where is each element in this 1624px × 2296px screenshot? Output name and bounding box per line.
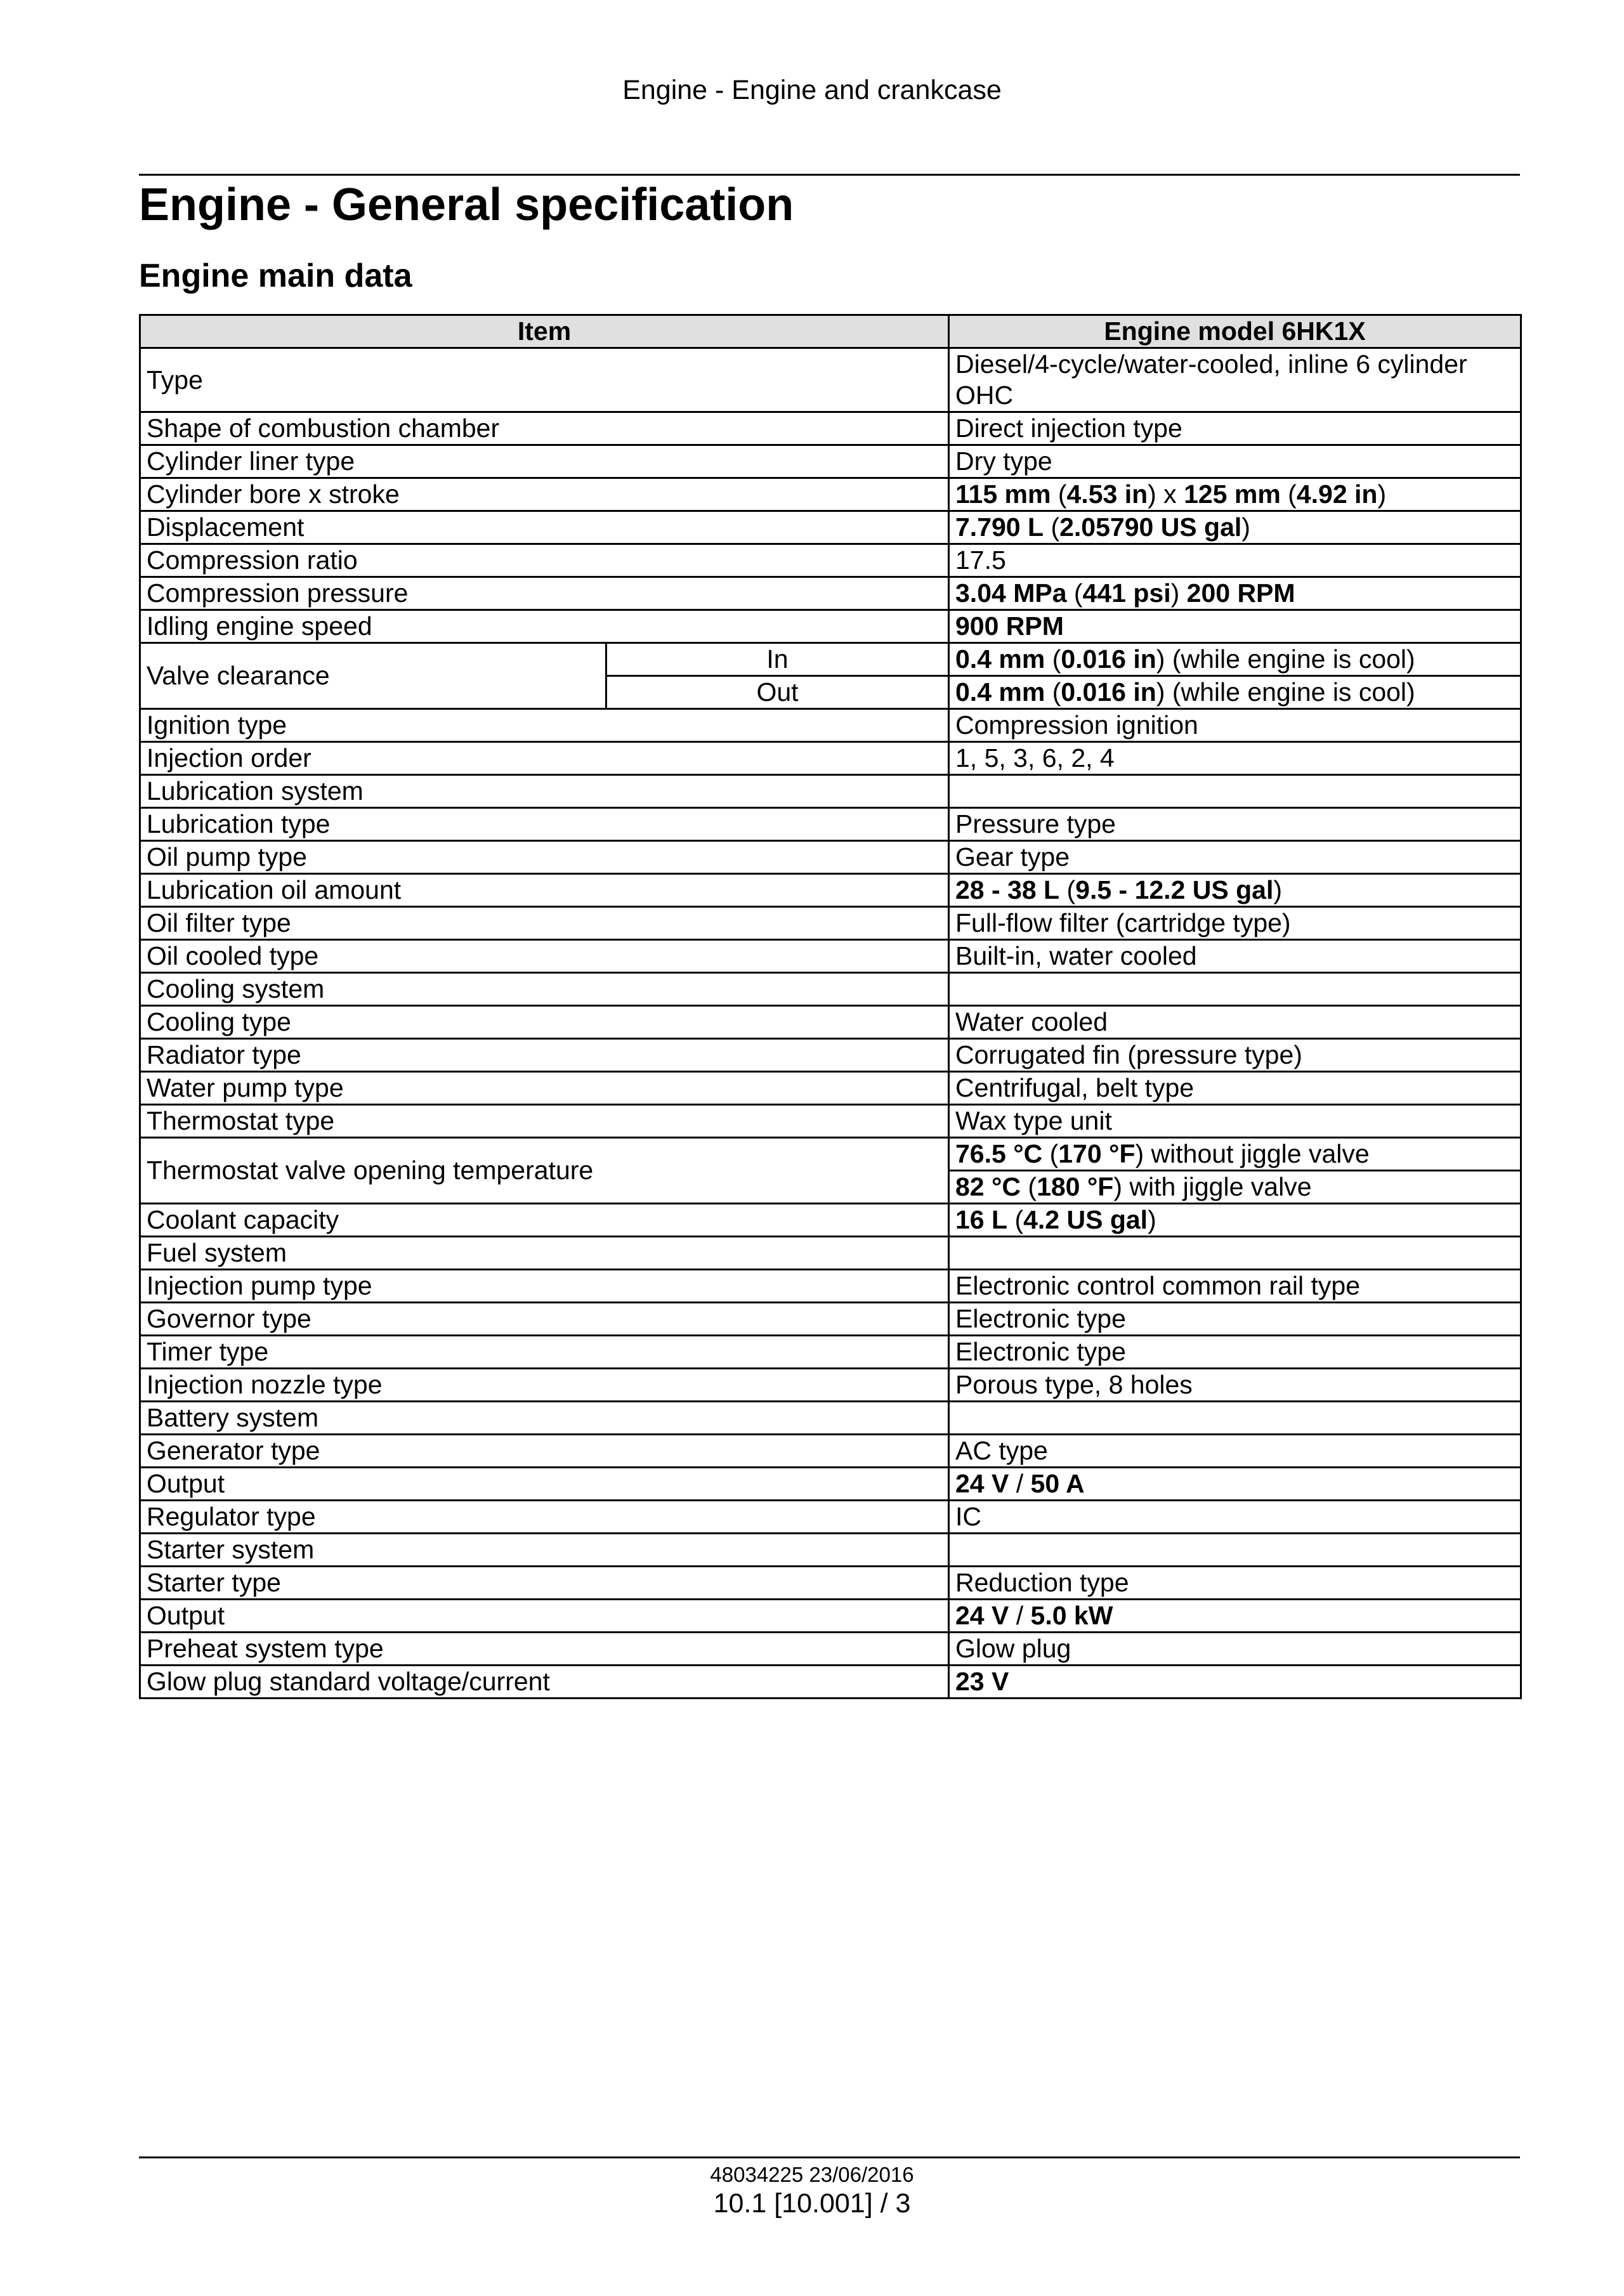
value-cell <box>949 742 1521 775</box>
value-text: Centrifugal, belt type <box>955 1073 1195 1102</box>
value-cell <box>949 676 1521 709</box>
table-header-row <box>140 315 1521 348</box>
value-emphasis: 0.016 in <box>1061 677 1156 707</box>
item-cell: Thermostat type <box>140 1105 949 1138</box>
item-cell: Cooling system <box>140 973 949 1006</box>
item-cell: Starter system <box>140 1534 949 1567</box>
value-emphasis: 0.4 mm <box>955 677 1045 707</box>
value-cell <box>949 1567 1521 1600</box>
item-cell: Water pump type <box>140 1072 949 1105</box>
table-row <box>140 1138 1521 1171</box>
item-cell: Regulator type <box>140 1501 949 1534</box>
value-text: ( <box>1044 512 1060 542</box>
table-row <box>140 412 1521 445</box>
value-text: Electronic type <box>955 1337 1126 1366</box>
value-text: Water cooled <box>955 1007 1108 1036</box>
value-cell <box>949 577 1521 610</box>
item-cell: Battery system <box>140 1402 949 1435</box>
value-text: Glow plug <box>955 1634 1071 1663</box>
value-text: Corrugated fin (pressure type) <box>955 1040 1302 1069</box>
table-row <box>140 775 1521 808</box>
value-cell <box>949 1402 1521 1435</box>
item-cell: Compression ratio <box>140 544 949 577</box>
value-text: Full-flow filter (cartridge type) <box>955 908 1291 937</box>
item-cell: Radiator type <box>140 1039 949 1072</box>
value-text: Wax type unit <box>955 1106 1112 1135</box>
value-emphasis: 24 V <box>955 1469 1009 1498</box>
value-emphasis: 50 A <box>1030 1469 1085 1498</box>
value-cell <box>949 445 1521 478</box>
table-row <box>140 742 1521 775</box>
value-emphasis: 200 RPM <box>1186 578 1295 608</box>
value-text: ( <box>1066 578 1083 608</box>
item-cell: Idling engine speed <box>140 610 949 643</box>
table-row <box>140 1237 1521 1270</box>
value-emphasis: 125 mm <box>1184 479 1281 509</box>
value-text: ) without jiggle valve <box>1135 1139 1370 1168</box>
value-text: ) <box>1170 578 1187 608</box>
table-row <box>140 1105 1521 1138</box>
value-text: ( <box>1059 875 1076 904</box>
table-row <box>140 1468 1521 1501</box>
table-row <box>140 973 1521 1006</box>
table-row <box>140 348 1521 412</box>
item-cell: Oil pump type <box>140 841 949 874</box>
item-cell: Governor type <box>140 1303 949 1336</box>
table-row <box>140 1039 1521 1072</box>
item-cell: Fuel system <box>140 1237 949 1270</box>
value-emphasis: 16 L <box>955 1205 1008 1234</box>
item-cell: Lubrication system <box>140 775 949 808</box>
table-row <box>140 1600 1521 1633</box>
table-row <box>140 907 1521 940</box>
value-text: ( <box>1042 1139 1059 1168</box>
item-cell: Injection pump type <box>140 1270 949 1303</box>
value-cell <box>949 643 1521 676</box>
value-cell <box>949 709 1521 742</box>
value-emphasis: 4.2 US gal <box>1023 1205 1148 1234</box>
value-cell <box>949 544 1521 577</box>
value-emphasis: 115 mm <box>955 479 1051 509</box>
item-cell: Glow plug standard voltage/current <box>140 1666 949 1699</box>
value-text: Reduction type <box>955 1568 1129 1597</box>
value-emphasis: 9.5 - 12.2 US gal <box>1075 875 1274 904</box>
running-header: Engine - Engine and crankcase <box>622 75 1002 105</box>
value-text: ) (while engine is cool) <box>1156 677 1415 707</box>
value-emphasis: 170 °F <box>1058 1139 1136 1168</box>
table-row <box>140 1369 1521 1402</box>
page-title: Engine - General specification <box>139 179 794 230</box>
value-text: Direct injection type <box>955 414 1182 443</box>
item-cell: Displacement <box>140 511 949 544</box>
value-text: 17.5 <box>955 545 1006 575</box>
value-cell <box>949 1105 1521 1138</box>
value-text: / <box>1009 1601 1031 1630</box>
value-text: ( <box>1045 644 1061 674</box>
table-row <box>140 1072 1521 1105</box>
value-emphasis: 7.790 L <box>955 512 1044 542</box>
footer-rule <box>139 2156 1520 2158</box>
value-text: ) <box>1148 1205 1156 1234</box>
table-row <box>140 1666 1521 1699</box>
item-cell: Thermostat valve opening temperature <box>140 1138 949 1204</box>
item-cell: Lubrication type <box>140 808 949 841</box>
column-header-item: Item <box>140 315 949 348</box>
value-cell <box>949 907 1521 940</box>
sub-item-cell: In <box>606 643 949 676</box>
value-cell <box>949 1138 1521 1171</box>
item-cell: Compression pressure <box>140 577 949 610</box>
item-cell: Injection order <box>140 742 949 775</box>
value-text: Porous type, 8 holes <box>955 1370 1193 1399</box>
value-emphasis: 0.4 mm <box>955 644 1045 674</box>
value-text: ) x <box>1148 479 1184 509</box>
value-emphasis: 180 °F <box>1037 1172 1114 1201</box>
header-rule <box>139 174 1520 176</box>
table-row <box>140 841 1521 874</box>
value-cell <box>949 1336 1521 1369</box>
value-text: AC type <box>955 1436 1048 1465</box>
item-cell: Starter type <box>140 1567 949 1600</box>
value-text: Gear type <box>955 842 1070 871</box>
value-cell <box>949 973 1521 1006</box>
item-cell: Cooling type <box>140 1006 949 1039</box>
value-cell <box>949 1270 1521 1303</box>
sub-item-cell: Out <box>606 676 949 709</box>
item-cell: Cylinder bore x stroke <box>140 478 949 511</box>
value-emphasis: 23 V <box>955 1667 1009 1696</box>
table-row <box>140 1204 1521 1237</box>
value-text: ) <box>1377 479 1387 509</box>
value-emphasis: 0.016 in <box>1061 644 1156 674</box>
value-emphasis: 28 - 38 L <box>955 875 1060 904</box>
value-cell <box>949 1666 1521 1699</box>
value-emphasis: 4.53 in <box>1066 479 1148 509</box>
value-text: ( <box>1021 1172 1037 1201</box>
value-text: ) <box>1241 512 1250 542</box>
value-cell <box>949 874 1521 907</box>
item-cell: Coolant capacity <box>140 1204 949 1237</box>
table-row <box>140 1006 1521 1039</box>
table-row <box>140 478 1521 511</box>
table-row <box>140 577 1521 610</box>
table-row <box>140 1336 1521 1369</box>
table-row <box>140 1435 1521 1468</box>
column-header-model: Engine model 6HK1X <box>949 315 1521 348</box>
value-text: Built-in, water cooled <box>955 941 1197 970</box>
table-row <box>140 544 1521 577</box>
document-reference: 48034225 23/06/2016 <box>710 2163 914 2186</box>
table-row <box>140 1534 1521 1567</box>
item-cell: Preheat system type <box>140 1633 949 1666</box>
table-row <box>140 940 1521 973</box>
value-cell <box>949 478 1521 511</box>
engine-spec-table <box>139 314 1522 1699</box>
value-text: IC <box>955 1502 981 1531</box>
page-number: 10.1 [10.001] / 3 <box>713 2188 911 2219</box>
table-row <box>140 1567 1521 1600</box>
value-emphasis: 441 psi <box>1082 578 1171 608</box>
value-text: Pressure type <box>955 809 1116 838</box>
value-cell <box>949 1600 1521 1633</box>
item-cell: Output <box>140 1600 949 1633</box>
value-text: / <box>1009 1469 1031 1498</box>
value-text: ( <box>1007 1205 1024 1234</box>
value-emphasis: 2.05790 US gal <box>1059 512 1242 542</box>
item-cell: Oil cooled type <box>140 940 949 973</box>
value-cell <box>949 940 1521 973</box>
value-cell <box>949 808 1521 841</box>
item-cell: Cylinder liner type <box>140 445 949 478</box>
table-body <box>140 348 1521 1699</box>
value-emphasis: 900 RPM <box>955 611 1064 641</box>
value-cell <box>949 841 1521 874</box>
value-text: Electronic type <box>955 1304 1126 1333</box>
value-cell <box>949 1039 1521 1072</box>
item-cell: Timer type <box>140 1336 949 1369</box>
value-cell <box>949 1237 1521 1270</box>
value-emphasis: 4.92 in <box>1296 479 1378 509</box>
value-cell <box>949 1303 1521 1336</box>
value-emphasis: 3.04 MPa <box>955 578 1067 608</box>
value-text: 1, 5, 3, 6, 2, 4 <box>955 743 1115 773</box>
value-text: ( <box>1045 677 1061 707</box>
value-emphasis: 82 °C <box>955 1172 1021 1201</box>
value-text: ( <box>1280 479 1297 509</box>
table-row <box>140 1303 1521 1336</box>
value-text: ) (while engine is cool) <box>1156 644 1415 674</box>
value-cell <box>949 1006 1521 1039</box>
value-cell <box>949 1171 1521 1204</box>
item-cell: Type <box>140 348 949 412</box>
table-row <box>140 709 1521 742</box>
item-cell: Valve clearance <box>140 643 606 709</box>
item-cell: Oil filter type <box>140 907 949 940</box>
item-cell: Injection nozzle type <box>140 1369 949 1402</box>
item-cell: Generator type <box>140 1435 949 1468</box>
value-cell <box>949 1501 1521 1534</box>
value-cell <box>949 775 1521 808</box>
value-text: Electronic control common rail type <box>955 1271 1361 1300</box>
value-cell <box>949 511 1521 544</box>
value-cell <box>949 412 1521 445</box>
value-emphasis: 76.5 °C <box>955 1139 1043 1168</box>
value-text: ) <box>1273 875 1283 904</box>
value-text: Compression ignition <box>955 710 1198 740</box>
value-cell <box>949 1369 1521 1402</box>
value-cell <box>949 348 1521 412</box>
value-emphasis: 24 V <box>955 1601 1009 1630</box>
table-row <box>140 1501 1521 1534</box>
table-row <box>140 1270 1521 1303</box>
value-text: Dry type <box>955 447 1052 476</box>
section-title: Engine main data <box>139 258 412 294</box>
value-cell <box>949 610 1521 643</box>
item-cell: Output <box>140 1468 949 1501</box>
value-emphasis: 5.0 kW <box>1030 1601 1113 1630</box>
value-cell <box>949 1633 1521 1666</box>
table-row <box>140 1402 1521 1435</box>
value-cell <box>949 1204 1521 1237</box>
table-row <box>140 808 1521 841</box>
table-row <box>140 874 1521 907</box>
table-row <box>140 511 1521 544</box>
value-cell <box>949 1435 1521 1468</box>
value-text: Diesel/4-cycle/water-cooled, inline 6 cylinder OHC <box>955 349 1467 410</box>
table-row <box>140 1633 1521 1666</box>
item-cell: Ignition type <box>140 709 949 742</box>
item-cell: Lubrication oil amount <box>140 874 949 907</box>
table-row <box>140 643 1521 676</box>
table-row <box>140 445 1521 478</box>
value-cell <box>949 1534 1521 1567</box>
table-row <box>140 610 1521 643</box>
item-cell: Shape of combustion chamber <box>140 412 949 445</box>
value-cell <box>949 1468 1521 1501</box>
value-cell <box>949 1072 1521 1105</box>
value-text: ( <box>1051 479 1067 509</box>
value-text: ) with jiggle valve <box>1113 1172 1312 1201</box>
